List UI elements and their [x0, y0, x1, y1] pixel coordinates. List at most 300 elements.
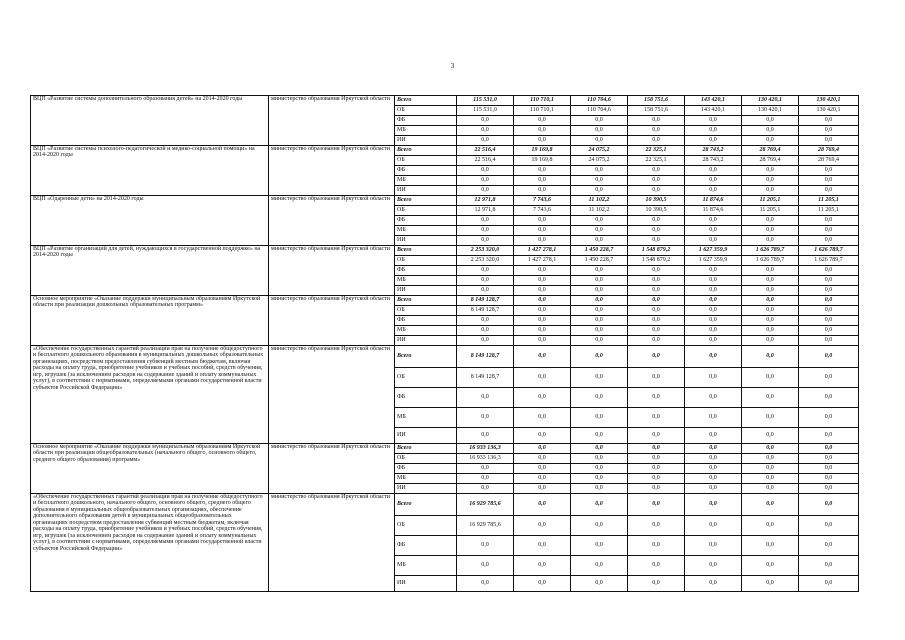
value-cell: 16 929 785,6	[457, 516, 514, 536]
value-cell: 0,0	[457, 464, 514, 474]
funding-source-cell: ФБ	[395, 166, 457, 176]
value-cell: 0,0	[571, 368, 628, 388]
value-cell: 0,0	[514, 368, 571, 388]
funding-source-cell: Всего	[395, 246, 457, 256]
value-cell: 11 205,1	[742, 206, 799, 216]
value-cell: 0,0	[685, 336, 742, 346]
value-cell: 0,0	[799, 176, 859, 186]
value-cell: 8 149 128,7	[457, 296, 514, 306]
value-cell: 19 169,8	[514, 146, 571, 156]
table-row	[31, 494, 859, 516]
funding-source-cell: МБ	[395, 176, 457, 186]
value-cell: 0,0	[742, 454, 799, 464]
value-cell: 0,0	[742, 296, 799, 306]
value-cell: 110 710,1	[514, 106, 571, 116]
value-cell: 0,0	[514, 226, 571, 236]
funding-source-cell: ОБ	[395, 156, 457, 166]
program-name-cell: Основное мероприятие «Оказание поддержки муниципальным образованиям Иркутской области при реализации общеобразовательных (начального общего, основного общего, среднего общего образования) программ»	[31, 444, 269, 494]
value-cell: 0,0	[571, 226, 628, 236]
executor-cell: министерство образования Иркутской области	[269, 96, 395, 146]
value-cell: 0,0	[514, 266, 571, 276]
value-cell: 0,0	[685, 428, 742, 444]
value-cell: 0,0	[457, 226, 514, 236]
value-cell: 0,0	[685, 464, 742, 474]
program-name-cell: «Обеспечение государственных гарантий реализации прав на получение общедоступного и бесплатного дошкольного, начального общего, основного общего, среднего общего образования в муниципальных общеобразовательных организациях, обеспечение дополнительного образования детей в муниципальных общеобразовательных организациях посредством предоставления субвенций местным бюджетам, включая расходы на оплату труда, приобретение учебников и учебных пособий, средств обучения, игр, игрушек (за исключением расходов на содержание зданий и оплату коммунальных услуг), в соответствии с нормативами, определяемыми органами государственной власти субъектов Российской Федерации»	[31, 494, 269, 592]
value-cell: 0,0	[457, 276, 514, 286]
funding-source-cell: МБ	[395, 276, 457, 286]
funding-source-cell: ИИ	[395, 186, 457, 196]
value-cell: 0,0	[571, 388, 628, 408]
value-cell: 143 420,1	[685, 96, 742, 106]
value-cell: 0,0	[742, 236, 799, 246]
value-cell: 0,0	[571, 216, 628, 226]
value-cell: 0,0	[628, 316, 685, 326]
value-cell: 0,0	[571, 186, 628, 196]
value-cell: 0,0	[685, 454, 742, 464]
value-cell: 0,0	[457, 484, 514, 494]
value-cell: 130 420,1	[742, 106, 799, 116]
value-cell: 0,0	[628, 556, 685, 576]
value-cell: 1 548 879,2	[628, 256, 685, 266]
value-cell: 0,0	[799, 126, 859, 136]
value-cell: 0,0	[571, 336, 628, 346]
value-cell: 0,0	[457, 236, 514, 246]
value-cell: 0,0	[685, 494, 742, 516]
funding-source-cell: ФБ	[395, 316, 457, 326]
value-cell: 0,0	[628, 484, 685, 494]
value-cell: 0,0	[628, 368, 685, 388]
value-cell: 110 704,6	[571, 96, 628, 106]
funding-source-cell: ФБ	[395, 116, 457, 126]
value-cell: 28 769,4	[742, 156, 799, 166]
value-cell: 0,0	[457, 326, 514, 336]
value-cell: 0,0	[685, 484, 742, 494]
value-cell: 24 075,2	[571, 146, 628, 156]
value-cell: 0,0	[571, 126, 628, 136]
value-cell: 0,0	[799, 166, 859, 176]
value-cell: 28 769,4	[799, 146, 859, 156]
value-cell: 0,0	[514, 296, 571, 306]
program-name-cell: ВЦП «Развитие системы психолого-педагогической и медико-социальной помощи» на 2014-2020 годы	[31, 146, 269, 196]
value-cell: 11 874,6	[685, 196, 742, 206]
value-cell: 1 627 359,9	[685, 256, 742, 266]
value-cell: 0,0	[742, 266, 799, 276]
value-cell: 1 627 359,9	[685, 246, 742, 256]
value-cell: 12 971,8	[457, 196, 514, 206]
value-cell: 0,0	[571, 556, 628, 576]
value-cell: 0,0	[628, 296, 685, 306]
value-cell: 0,0	[628, 176, 685, 186]
value-cell: 0,0	[742, 176, 799, 186]
value-cell: 0,0	[457, 336, 514, 346]
funding-source-cell: Всего	[395, 96, 457, 106]
executor-cell: министерство образования Иркутской области	[269, 246, 395, 296]
value-cell: 22 516,4	[457, 146, 514, 156]
funding-source-cell: ИИ	[395, 236, 457, 246]
value-cell: 0,0	[457, 136, 514, 146]
value-cell: 0,0	[685, 286, 742, 296]
value-cell: 0,0	[799, 286, 859, 296]
funding-source-cell: МБ	[395, 326, 457, 336]
value-cell: 1 626 789,7	[799, 256, 859, 266]
value-cell: 0,0	[799, 226, 859, 236]
program-name-cell: ВЦП «Развитие организаций для детей, нуждающихся в государственной поддержке» на 2014-2020 годы	[31, 246, 269, 296]
value-cell: 0,0	[571, 136, 628, 146]
value-cell: 0,0	[514, 216, 571, 226]
funding-source-cell: ИИ	[395, 428, 457, 444]
program-name-cell: ВЦП «Развитие системы дополнительного образования детей» на 2014-2020 годы	[31, 96, 269, 146]
value-cell: 0,0	[685, 226, 742, 236]
value-cell: 0,0	[685, 444, 742, 454]
value-cell: 28 743,2	[685, 156, 742, 166]
value-cell: 0,0	[571, 266, 628, 276]
value-cell: 0,0	[514, 576, 571, 592]
value-cell: 0,0	[742, 186, 799, 196]
funding-source-cell: ОБ	[395, 256, 457, 266]
value-cell: 158 751,6	[628, 96, 685, 106]
value-cell: 0,0	[571, 454, 628, 464]
value-cell: 0,0	[742, 346, 799, 368]
value-cell: 0,0	[799, 266, 859, 276]
value-cell: 0,0	[685, 176, 742, 186]
value-cell: 0,0	[742, 536, 799, 556]
value-cell: 0,0	[799, 368, 859, 388]
value-cell: 0,0	[685, 276, 742, 286]
value-cell: 0,0	[742, 516, 799, 536]
value-cell: 0,0	[628, 286, 685, 296]
table-row	[31, 346, 859, 368]
value-cell: 0,0	[799, 306, 859, 316]
value-cell: 0,0	[799, 428, 859, 444]
value-cell: 0,0	[685, 136, 742, 146]
value-cell: 0,0	[571, 576, 628, 592]
value-cell: 1 427 278,1	[514, 256, 571, 266]
value-cell: 7 743,6	[514, 206, 571, 216]
value-cell: 0,0	[742, 336, 799, 346]
executor-cell: министерство образования Иркутской области	[269, 196, 395, 246]
funding-source-cell: МБ	[395, 474, 457, 484]
value-cell: 0,0	[628, 216, 685, 226]
value-cell: 0,0	[742, 166, 799, 176]
value-cell: 0,0	[799, 576, 859, 592]
value-cell: 115 531,0	[457, 96, 514, 106]
value-cell: 0,0	[571, 516, 628, 536]
value-cell: 0,0	[628, 494, 685, 516]
value-cell: 0,0	[685, 474, 742, 484]
value-cell: 0,0	[742, 226, 799, 236]
value-cell: 0,0	[514, 116, 571, 126]
value-cell: 22 325,1	[628, 146, 685, 156]
program-name-cell: ВЦП «Одаренные дети» на 2014-2020 годы	[31, 196, 269, 246]
value-cell: 0,0	[685, 576, 742, 592]
value-cell: 0,0	[799, 296, 859, 306]
value-cell: 7 743,6	[514, 196, 571, 206]
value-cell: 0,0	[685, 116, 742, 126]
funding-source-cell: Всего	[395, 346, 457, 368]
funding-source-cell: ФБ	[395, 464, 457, 474]
value-cell: 0,0	[571, 428, 628, 444]
value-cell: 0,0	[742, 388, 799, 408]
value-cell: 0,0	[628, 428, 685, 444]
value-cell: 8 149 128,7	[457, 346, 514, 368]
funding-source-cell: ФБ	[395, 388, 457, 408]
value-cell: 0,0	[628, 408, 685, 428]
value-cell: 0,0	[685, 296, 742, 306]
table-row	[31, 96, 859, 106]
value-cell: 0,0	[457, 266, 514, 276]
value-cell: 0,0	[742, 576, 799, 592]
value-cell: 0,0	[685, 326, 742, 336]
value-cell: 11 205,1	[742, 196, 799, 206]
funding-source-cell: ИИ	[395, 136, 457, 146]
value-cell: 0,0	[457, 286, 514, 296]
funding-source-cell: ОБ	[395, 454, 457, 464]
value-cell: 1 626 789,7	[799, 246, 859, 256]
value-cell: 0,0	[571, 464, 628, 474]
executor-cell: министерство образования Иркутской области	[269, 444, 395, 494]
value-cell: 0,0	[628, 166, 685, 176]
value-cell: 0,0	[514, 326, 571, 336]
table-row	[31, 146, 859, 156]
value-cell: 0,0	[685, 126, 742, 136]
value-cell: 0,0	[799, 216, 859, 226]
funding-source-cell: Всего	[395, 196, 457, 206]
value-cell: 0,0	[799, 484, 859, 494]
value-cell: 0,0	[571, 346, 628, 368]
value-cell: 0,0	[685, 266, 742, 276]
value-cell: 1 450 228,7	[571, 256, 628, 266]
value-cell: 0,0	[514, 306, 571, 316]
value-cell: 0,0	[514, 474, 571, 484]
value-cell: 0,0	[742, 494, 799, 516]
value-cell: 0,0	[628, 276, 685, 286]
value-cell: 24 075,2	[571, 156, 628, 166]
value-cell: 0,0	[685, 306, 742, 316]
value-cell: 0,0	[457, 388, 514, 408]
table-row	[31, 246, 859, 256]
value-cell: 0,0	[514, 236, 571, 246]
funding-source-cell: ИИ	[395, 576, 457, 592]
value-cell: 0,0	[457, 428, 514, 444]
value-cell: 0,0	[514, 388, 571, 408]
program-name-cell: «Обеспечение государственных гарантий реализации прав на получение общедоступного и бесплатного дошкольного образования в муниципальных дошкольных образовательных организациях, посредством предоставления субвенций местным бюджетам, включая расходы на оплату труда, приобретение учебников и учебных пособий, средств обучения, игр, игрушек (за исключением расходов на содержание зданий и оплату коммунальных услуг), в соответствии с нормативами, определяемыми органами государственной власти субъектов Российской Федерации»	[31, 346, 269, 444]
value-cell: 2 253 320,0	[457, 246, 514, 256]
value-cell: 0,0	[799, 136, 859, 146]
value-cell: 0,0	[799, 316, 859, 326]
executor-cell: министерство образования Иркутской области	[269, 346, 395, 444]
funding-source-cell: ОБ	[395, 206, 457, 216]
value-cell: 0,0	[514, 286, 571, 296]
value-cell: 0,0	[799, 346, 859, 368]
value-cell: 115 531,0	[457, 106, 514, 116]
value-cell: 0,0	[457, 408, 514, 428]
funding-source-cell: ИИ	[395, 336, 457, 346]
value-cell: 0,0	[742, 216, 799, 226]
value-cell: 22 516,4	[457, 156, 514, 166]
value-cell: 0,0	[742, 286, 799, 296]
funding-source-cell: МБ	[395, 408, 457, 428]
value-cell: 130 420,1	[799, 96, 859, 106]
value-cell: 0,0	[514, 556, 571, 576]
funding-source-cell: Всего	[395, 296, 457, 306]
value-cell: 0,0	[628, 576, 685, 592]
value-cell: 0,0	[685, 236, 742, 246]
value-cell: 28 769,4	[799, 156, 859, 166]
value-cell: 0,0	[628, 136, 685, 146]
value-cell: 0,0	[514, 316, 571, 326]
value-cell: 0,0	[742, 428, 799, 444]
value-cell: 16 929 785,6	[457, 494, 514, 516]
value-cell: 0,0	[457, 576, 514, 592]
value-cell: 143 420,1	[685, 106, 742, 116]
value-cell: 110 704,6	[571, 106, 628, 116]
value-cell: 11 205,1	[799, 206, 859, 216]
value-cell: 10 390,5	[628, 206, 685, 216]
value-cell: 1 626 789,7	[742, 246, 799, 256]
value-cell: 0,0	[457, 116, 514, 126]
value-cell: 0,0	[628, 116, 685, 126]
value-cell: 0,0	[571, 408, 628, 428]
value-cell: 0,0	[457, 186, 514, 196]
value-cell: 0,0	[514, 166, 571, 176]
value-cell: 0,0	[514, 464, 571, 474]
value-cell: 0,0	[742, 126, 799, 136]
value-cell: 0,0	[628, 126, 685, 136]
value-cell: 8 149 128,7	[457, 368, 514, 388]
table-row	[31, 296, 859, 306]
value-cell: 10 390,5	[628, 196, 685, 206]
budget-table	[30, 95, 859, 592]
value-cell: 130 420,1	[742, 96, 799, 106]
funding-source-cell: МБ	[395, 556, 457, 576]
value-cell: 0,0	[571, 326, 628, 336]
value-cell: 1 548 879,2	[628, 246, 685, 256]
value-cell: 0,0	[457, 556, 514, 576]
value-cell: 0,0	[628, 388, 685, 408]
value-cell: 0,0	[742, 408, 799, 428]
value-cell: 0,0	[685, 346, 742, 368]
value-cell: 0,0	[685, 316, 742, 326]
value-cell: 0,0	[514, 484, 571, 494]
value-cell: 0,0	[514, 136, 571, 146]
value-cell: 0,0	[799, 116, 859, 126]
value-cell: 0,0	[514, 536, 571, 556]
value-cell: 2 253 320,0	[457, 256, 514, 266]
value-cell: 0,0	[571, 316, 628, 326]
value-cell: 0,0	[685, 556, 742, 576]
value-cell: 0,0	[685, 536, 742, 556]
funding-source-cell: ИИ	[395, 286, 457, 296]
value-cell: 0,0	[628, 464, 685, 474]
funding-source-cell: ОБ	[395, 306, 457, 316]
value-cell: 0,0	[799, 276, 859, 286]
value-cell: 0,0	[799, 408, 859, 428]
value-cell: 0,0	[514, 454, 571, 464]
value-cell: 0,0	[628, 266, 685, 276]
value-cell: 0,0	[742, 326, 799, 336]
funding-source-cell: Всего	[395, 444, 457, 454]
value-cell: 0,0	[742, 474, 799, 484]
value-cell: 0,0	[457, 536, 514, 556]
value-cell: 0,0	[514, 276, 571, 286]
value-cell: 0,0	[742, 464, 799, 474]
value-cell: 0,0	[457, 316, 514, 326]
value-cell: 110 710,1	[514, 96, 571, 106]
value-cell: 28 743,2	[685, 146, 742, 156]
value-cell: 0,0	[571, 296, 628, 306]
funding-source-cell: МБ	[395, 226, 457, 236]
value-cell: 0,0	[799, 336, 859, 346]
value-cell: 0,0	[628, 454, 685, 464]
value-cell: 8 149 128,7	[457, 306, 514, 316]
value-cell: 0,0	[514, 428, 571, 444]
value-cell: 0,0	[628, 474, 685, 484]
value-cell: 0,0	[799, 474, 859, 484]
value-cell: 0,0	[514, 408, 571, 428]
value-cell: 0,0	[628, 516, 685, 536]
value-cell: 0,0	[628, 326, 685, 336]
value-cell: 0,0	[571, 484, 628, 494]
value-cell: 0,0	[571, 494, 628, 516]
funding-source-cell: ОБ	[395, 516, 457, 536]
table-row	[31, 196, 859, 206]
value-cell: 0,0	[742, 306, 799, 316]
value-cell: 0,0	[742, 316, 799, 326]
value-cell: 0,0	[799, 516, 859, 536]
value-cell: 0,0	[742, 556, 799, 576]
value-cell: 0,0	[457, 216, 514, 226]
value-cell: 0,0	[571, 306, 628, 316]
value-cell: 0,0	[571, 286, 628, 296]
table-row	[31, 444, 859, 454]
value-cell: 11 205,1	[799, 196, 859, 206]
value-cell: 19 169,8	[514, 156, 571, 166]
value-cell: 0,0	[799, 464, 859, 474]
value-cell: 0,0	[514, 494, 571, 516]
funding-source-cell: Всего	[395, 494, 457, 516]
value-cell: 0,0	[514, 516, 571, 536]
value-cell: 0,0	[571, 474, 628, 484]
funding-source-cell: ОБ	[395, 368, 457, 388]
value-cell: 0,0	[628, 186, 685, 196]
value-cell: 0,0	[685, 166, 742, 176]
value-cell: 0,0	[628, 536, 685, 556]
funding-source-cell: ФБ	[395, 266, 457, 276]
funding-source-cell: ФБ	[395, 536, 457, 556]
value-cell: 12 971,8	[457, 206, 514, 216]
value-cell: 0,0	[685, 516, 742, 536]
value-cell: 11 102,2	[571, 206, 628, 216]
value-cell: 0,0	[628, 306, 685, 316]
value-cell: 0,0	[571, 176, 628, 186]
value-cell: 0,0	[799, 556, 859, 576]
value-cell: 0,0	[571, 116, 628, 126]
value-cell: 0,0	[742, 368, 799, 388]
value-cell: 11 874,6	[685, 206, 742, 216]
funding-source-cell: ОБ	[395, 106, 457, 116]
value-cell: 0,0	[799, 186, 859, 196]
value-cell: 11 102,2	[571, 196, 628, 206]
value-cell: 1 450 228,7	[571, 246, 628, 256]
executor-cell: министерство образования Иркутской области	[269, 296, 395, 346]
funding-source-cell: ИИ	[395, 484, 457, 494]
value-cell: 0,0	[457, 176, 514, 186]
value-cell: 0,0	[571, 276, 628, 286]
value-cell: 0,0	[571, 444, 628, 454]
value-cell: 0,0	[628, 236, 685, 246]
value-cell: 0,0	[799, 536, 859, 556]
value-cell: 158 751,6	[628, 106, 685, 116]
